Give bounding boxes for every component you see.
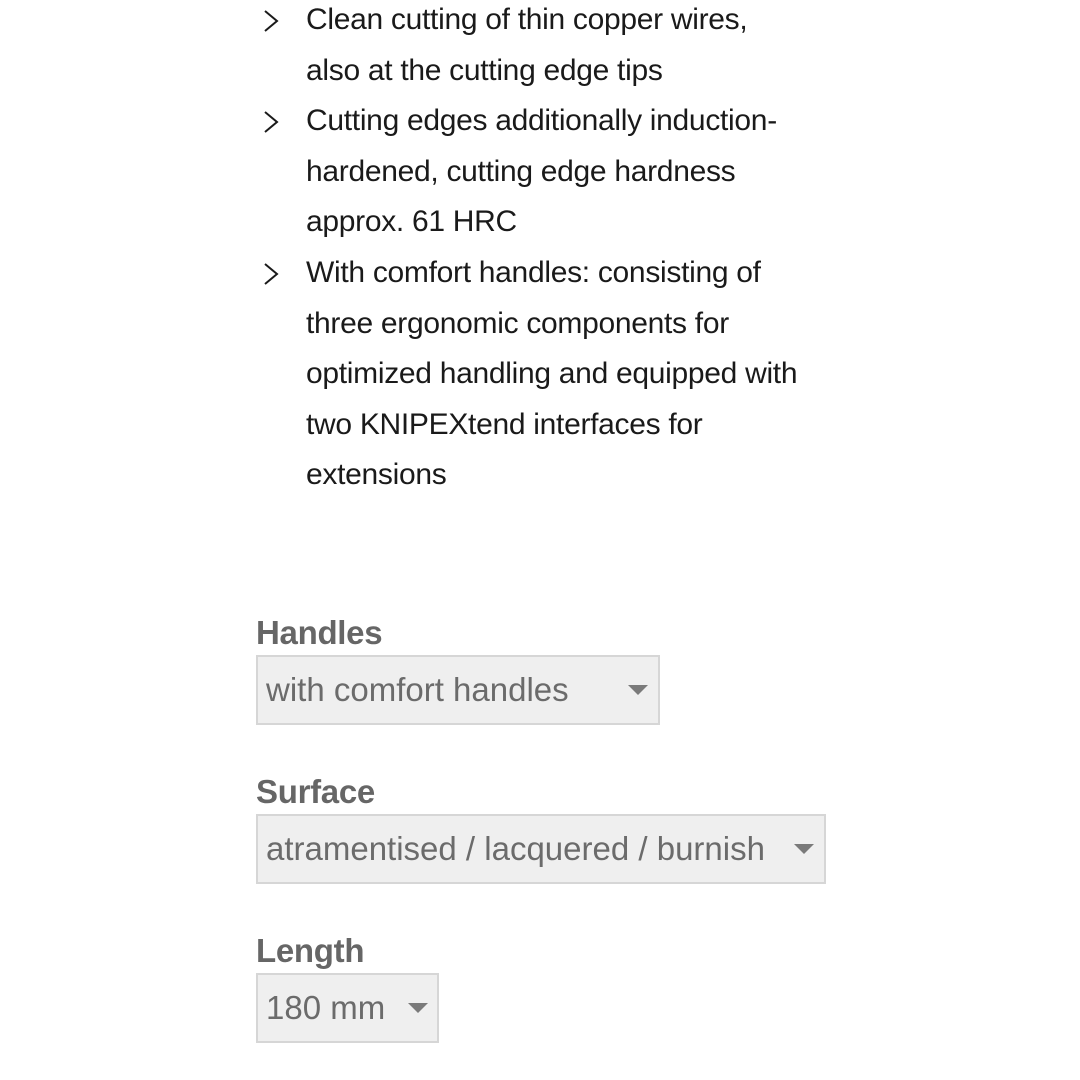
chevron-right-icon [262,110,280,134]
handles-option [256,611,660,725]
surface-label: Surface [256,773,375,810]
feature-text-line: also at the cutting edge tips [306,53,663,87]
feature-text-line: hardened, cutting edge hardness [306,154,736,188]
surface-option [256,770,826,884]
caret-down-icon [628,685,648,695]
length-option [256,929,439,1043]
feature-item [256,248,856,501]
length-label: Length [256,932,365,969]
chevron-right-icon [262,9,280,33]
feature-text-line: two KNIPEXtend interfaces for [306,407,703,441]
feature-item [256,96,856,248]
feature-list [256,0,856,501]
feature-text-line: optimized handling and equipped with [306,357,798,391]
handles-label: Handles [256,614,383,651]
handles-select-value: with comfort handles [266,671,569,708]
feature-text-line: extensions [306,458,447,492]
length-select-value: 180 mm [266,989,386,1026]
feature-item [256,0,856,96]
caret-down-icon [408,1003,428,1013]
surface-select[interactable] [256,814,826,884]
handles-select[interactable] [256,655,660,725]
feature-text-line: Clean cutting of thin copper wires, [306,3,748,36]
caret-down-icon [794,844,814,854]
surface-select-value: atramentised / lacquered / burnish [266,830,765,867]
feature-text-line: three ergonomic components for [306,306,729,340]
length-select[interactable] [256,973,439,1043]
feature-text-line: approx. 61 HRC [306,205,517,239]
feature-text-line: With comfort handles: consisting of [306,255,761,289]
chevron-right-icon [262,262,280,286]
feature-text-line: Cutting edges additionally induction- [306,104,777,138]
